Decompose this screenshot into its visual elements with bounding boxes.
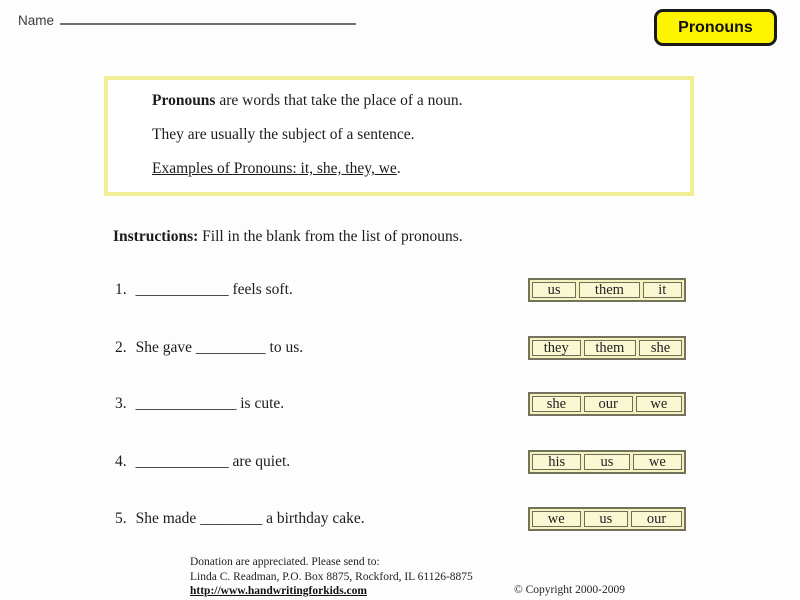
footer-donation-block bbox=[190, 555, 473, 599]
question-row-4 bbox=[0, 450, 800, 476]
question-2-text bbox=[115, 339, 303, 357]
word-option: they bbox=[532, 340, 581, 356]
question-5-number: 5. bbox=[115, 510, 127, 527]
question-1-text bbox=[115, 281, 293, 299]
definition-line-2: They are usually the subject of a sentence. bbox=[152, 126, 415, 143]
definition-box bbox=[104, 76, 694, 196]
word-option: them bbox=[584, 340, 637, 356]
name-row bbox=[18, 10, 356, 28]
word-option: us bbox=[532, 282, 576, 298]
question-5-text bbox=[115, 510, 365, 528]
word-option: our bbox=[584, 396, 633, 412]
word-option: she bbox=[639, 340, 682, 356]
question-3-text bbox=[115, 395, 284, 413]
pronouns-badge-label: Pronouns bbox=[678, 18, 753, 36]
question-row-5 bbox=[0, 507, 800, 533]
examples-underlined-text: Examples of Pronouns: it, she, they, we bbox=[152, 160, 397, 177]
word-option: we bbox=[636, 396, 682, 412]
question-row-2 bbox=[0, 336, 800, 362]
question-4-sentence: ____________ are quiet. bbox=[135, 453, 291, 470]
definition-line-1-rest: are words that take the place of a noun. bbox=[215, 92, 463, 109]
question-4-number: 4. bbox=[115, 453, 127, 470]
word-option: us bbox=[584, 454, 629, 470]
word-bank-5 bbox=[528, 507, 686, 531]
instructions-text: Fill in the blank from the list of pronouns. bbox=[198, 228, 463, 245]
question-2-number: 2. bbox=[115, 339, 127, 356]
question-row-3 bbox=[0, 392, 800, 418]
word-bank-1 bbox=[528, 278, 686, 302]
word-option: she bbox=[532, 396, 581, 412]
question-2-sentence: She gave _________ to us. bbox=[135, 339, 304, 356]
word-bank-4 bbox=[528, 450, 686, 474]
word-option: us bbox=[584, 511, 629, 527]
question-3-number: 3. bbox=[115, 395, 127, 412]
question-1-number: 1. bbox=[115, 281, 127, 298]
word-option: we bbox=[633, 454, 682, 470]
definition-term: Pronouns bbox=[152, 92, 216, 109]
word-option: we bbox=[532, 511, 581, 527]
definition-line-3 bbox=[152, 159, 672, 178]
instructions-label: Instructions: bbox=[113, 228, 199, 245]
word-bank-3 bbox=[528, 392, 686, 416]
word-option: our bbox=[631, 511, 682, 527]
footer-website-url[interactable]: http://www.handwritingforkids.com bbox=[190, 585, 367, 597]
word-option: them bbox=[579, 282, 639, 298]
instructions bbox=[113, 228, 463, 246]
definition-line-1 bbox=[152, 91, 672, 110]
question-1-sentence: ____________ feels soft. bbox=[135, 281, 293, 298]
footer-copyright: © Copyright 2000-2009 bbox=[514, 584, 625, 596]
word-option: his bbox=[532, 454, 581, 470]
footer-address-line: Linda C. Readman, P.O. Box 8875, Rockford, IL 61126-8875 bbox=[190, 570, 473, 583]
question-3-sentence: _____________ is cute. bbox=[135, 395, 285, 412]
name-label: Name bbox=[18, 13, 55, 28]
name-blank-line bbox=[60, 10, 356, 25]
word-bank-2 bbox=[528, 336, 686, 360]
word-option: it bbox=[643, 282, 682, 298]
examples-period: . bbox=[396, 160, 401, 177]
question-row-1 bbox=[0, 278, 800, 304]
question-4-text bbox=[115, 453, 290, 471]
footer-donation-line-1: Donation are appreciated. Please send to: bbox=[190, 556, 380, 568]
pronouns-badge bbox=[654, 9, 777, 46]
question-5-sentence: She made ________ a birthday cake. bbox=[135, 510, 365, 527]
